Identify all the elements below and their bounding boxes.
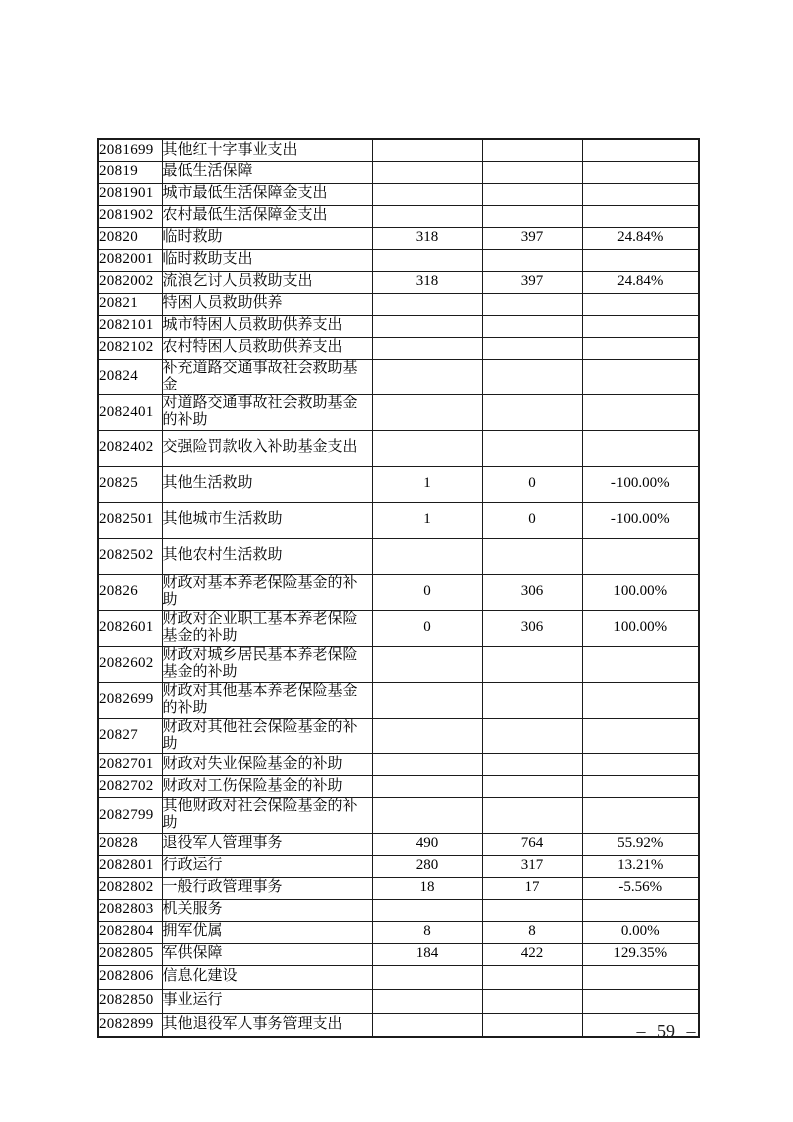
cell-value-1 xyxy=(372,359,482,395)
cell-value-2 xyxy=(482,293,582,315)
table-row xyxy=(98,502,699,538)
cell-value-2 xyxy=(482,682,582,718)
cell-code: 20821 xyxy=(98,293,162,315)
cell-code: 2081901 xyxy=(98,183,162,205)
cell-name: 事业运行 xyxy=(162,989,372,1013)
table-row xyxy=(98,293,699,315)
cell-name: 财政对其他社会保险基金的补助 xyxy=(162,718,372,754)
cell-value-1 xyxy=(372,989,482,1013)
cell-code: 2082802 xyxy=(98,877,162,899)
cell-percent xyxy=(582,293,699,315)
cell-value-1: 0 xyxy=(372,610,482,646)
cell-percent: 100.00% xyxy=(582,574,699,610)
cell-name: 其他生活救助 xyxy=(162,466,372,502)
cell-name: 其他财政对社会保险基金的补助 xyxy=(162,798,372,834)
cell-name: 其他农村生活救助 xyxy=(162,538,372,574)
cell-value-1 xyxy=(372,395,482,431)
table-row xyxy=(98,538,699,574)
table-row xyxy=(98,161,699,183)
cell-value-1 xyxy=(372,682,482,718)
cell-name: 财政对基本养老保险基金的补助 xyxy=(162,574,372,610)
cell-name: 其他退役军人事务管理支出 xyxy=(162,1013,372,1037)
table-row xyxy=(98,877,699,899)
cell-name: 财政对企业职工基本养老保险基金的补助 xyxy=(162,610,372,646)
cell-name: 行政运行 xyxy=(162,855,372,877)
cell-code: 20826 xyxy=(98,574,162,610)
cell-percent xyxy=(582,646,699,682)
cell-value-2 xyxy=(482,359,582,395)
cell-percent xyxy=(582,430,699,466)
cell-percent xyxy=(582,899,699,921)
table-row xyxy=(98,183,699,205)
cell-code: 2082702 xyxy=(98,776,162,798)
cell-value-2 xyxy=(482,205,582,227)
table-row xyxy=(98,965,699,989)
cell-value-2 xyxy=(482,646,582,682)
table-row xyxy=(98,855,699,877)
budget-table-body xyxy=(98,139,699,1037)
cell-name: 流浪乞讨人员救助支出 xyxy=(162,271,372,293)
cell-value-2: 397 xyxy=(482,271,582,293)
table-row xyxy=(98,337,699,359)
cell-code: 20827 xyxy=(98,718,162,754)
cell-code: 2082101 xyxy=(98,315,162,337)
cell-percent: -100.00% xyxy=(582,502,699,538)
cell-name: 交强险罚款收入补助基金支出 xyxy=(162,430,372,466)
cell-value-2 xyxy=(482,161,582,183)
cell-value-2 xyxy=(482,754,582,776)
table-row xyxy=(98,776,699,798)
cell-value-2: 0 xyxy=(482,466,582,502)
cell-percent xyxy=(582,315,699,337)
cell-percent: 13.21% xyxy=(582,855,699,877)
cell-name: 特困人员救助供养 xyxy=(162,293,372,315)
table-row xyxy=(98,943,699,965)
cell-percent xyxy=(582,776,699,798)
cell-value-1 xyxy=(372,430,482,466)
cell-value-2 xyxy=(482,183,582,205)
cell-percent: 55.92% xyxy=(582,833,699,855)
cell-value-1 xyxy=(372,205,482,227)
cell-value-1: 0 xyxy=(372,574,482,610)
table-row xyxy=(98,833,699,855)
cell-name: 城市特困人员救助供养支出 xyxy=(162,315,372,337)
cell-name: 军供保障 xyxy=(162,943,372,965)
table-row xyxy=(98,315,699,337)
cell-name: 退役军人管理事务 xyxy=(162,833,372,855)
cell-code: 2082801 xyxy=(98,855,162,877)
budget-table xyxy=(97,138,700,1038)
cell-name: 财政对城乡居民基本养老保险基金的补助 xyxy=(162,646,372,682)
cell-code: 2082502 xyxy=(98,538,162,574)
cell-code: 2081699 xyxy=(98,139,162,161)
cell-value-2 xyxy=(482,965,582,989)
cell-percent xyxy=(582,337,699,359)
cell-name: 财政对其他基本养老保险基金的补助 xyxy=(162,682,372,718)
cell-value-2: 317 xyxy=(482,855,582,877)
cell-value-2: 397 xyxy=(482,227,582,249)
cell-name: 一般行政管理事务 xyxy=(162,877,372,899)
cell-value-2 xyxy=(482,899,582,921)
cell-value-2: 17 xyxy=(482,877,582,899)
cell-value-1: 18 xyxy=(372,877,482,899)
cell-value-1: 318 xyxy=(372,271,482,293)
cell-code: 2082699 xyxy=(98,682,162,718)
cell-name: 农村特困人员救助供养支出 xyxy=(162,337,372,359)
cell-value-2: 422 xyxy=(482,943,582,965)
cell-value-1: 318 xyxy=(372,227,482,249)
table-row xyxy=(98,249,699,271)
cell-value-2 xyxy=(482,538,582,574)
cell-value-2 xyxy=(482,798,582,834)
cell-code: 2082899 xyxy=(98,1013,162,1037)
cell-value-1 xyxy=(372,776,482,798)
cell-percent xyxy=(582,359,699,395)
table-row xyxy=(98,989,699,1013)
cell-value-2: 0 xyxy=(482,502,582,538)
cell-code: 2082601 xyxy=(98,610,162,646)
cell-name: 机关服务 xyxy=(162,899,372,921)
cell-value-2 xyxy=(482,395,582,431)
cell-percent xyxy=(582,538,699,574)
table-row xyxy=(98,227,699,249)
cell-code: 20819 xyxy=(98,161,162,183)
page-number: – 59 – xyxy=(636,1021,696,1041)
cell-value-1 xyxy=(372,798,482,834)
cell-name: 其他红十字事业支出 xyxy=(162,139,372,161)
cell-code: 2082001 xyxy=(98,249,162,271)
cell-value-1 xyxy=(372,754,482,776)
cell-value-2 xyxy=(482,315,582,337)
cell-value-1 xyxy=(372,718,482,754)
cell-value-1: 1 xyxy=(372,502,482,538)
table-row xyxy=(98,466,699,502)
cell-code: 2082806 xyxy=(98,965,162,989)
cell-name: 财政对工伤保险基金的补助 xyxy=(162,776,372,798)
cell-name: 临时救助支出 xyxy=(162,249,372,271)
cell-percent xyxy=(582,754,699,776)
cell-value-1 xyxy=(372,899,482,921)
cell-code: 2082501 xyxy=(98,502,162,538)
table-row xyxy=(98,359,699,395)
cell-percent xyxy=(582,205,699,227)
cell-value-1 xyxy=(372,161,482,183)
cell-code: 20828 xyxy=(98,833,162,855)
cell-percent: -5.56% xyxy=(582,877,699,899)
table-row xyxy=(98,682,699,718)
table-row xyxy=(98,430,699,466)
cell-name: 对道路交通事故社会救助基金的补助 xyxy=(162,395,372,431)
cell-value-1: 490 xyxy=(372,833,482,855)
table-row xyxy=(98,754,699,776)
cell-name: 城市最低生活保障金支出 xyxy=(162,183,372,205)
cell-code: 2082805 xyxy=(98,943,162,965)
cell-code: 20825 xyxy=(98,466,162,502)
cell-percent xyxy=(582,989,699,1013)
cell-value-1 xyxy=(372,965,482,989)
table-row xyxy=(98,646,699,682)
cell-name: 农村最低生活保障金支出 xyxy=(162,205,372,227)
cell-value-2 xyxy=(482,337,582,359)
cell-name: 补充道路交通事故社会救助基金 xyxy=(162,359,372,395)
cell-code: 20824 xyxy=(98,359,162,395)
cell-code: 2082401 xyxy=(98,395,162,431)
cell-percent: 24.84% xyxy=(582,271,699,293)
cell-value-1 xyxy=(372,139,482,161)
cell-percent xyxy=(582,798,699,834)
cell-percent: 100.00% xyxy=(582,610,699,646)
cell-value-2 xyxy=(482,249,582,271)
cell-value-2 xyxy=(482,139,582,161)
cell-value-1 xyxy=(372,183,482,205)
cell-code: 2082602 xyxy=(98,646,162,682)
cell-percent: 24.84% xyxy=(582,227,699,249)
cell-value-1 xyxy=(372,293,482,315)
cell-name: 拥军优属 xyxy=(162,921,372,943)
cell-value-2 xyxy=(482,776,582,798)
cell-percent xyxy=(582,139,699,161)
cell-name: 财政对失业保险基金的补助 xyxy=(162,754,372,776)
cell-value-2 xyxy=(482,989,582,1013)
cell-name: 其他城市生活救助 xyxy=(162,502,372,538)
table-row xyxy=(98,921,699,943)
cell-value-2: 764 xyxy=(482,833,582,855)
cell-value-1: 280 xyxy=(372,855,482,877)
cell-value-1 xyxy=(372,337,482,359)
cell-value-2: 306 xyxy=(482,610,582,646)
table-row xyxy=(98,899,699,921)
cell-name: 临时救助 xyxy=(162,227,372,249)
cell-value-1: 8 xyxy=(372,921,482,943)
table-row xyxy=(98,395,699,431)
table-row xyxy=(98,718,699,754)
table-row xyxy=(98,610,699,646)
cell-value-1 xyxy=(372,249,482,271)
cell-value-1 xyxy=(372,538,482,574)
cell-value-2: 8 xyxy=(482,921,582,943)
cell-percent xyxy=(582,682,699,718)
cell-percent: 129.35% xyxy=(582,943,699,965)
cell-percent: -100.00% xyxy=(582,466,699,502)
cell-percent xyxy=(582,395,699,431)
cell-code: 2082102 xyxy=(98,337,162,359)
cell-value-2: 306 xyxy=(482,574,582,610)
table-row xyxy=(98,271,699,293)
cell-code: 2082402 xyxy=(98,430,162,466)
cell-code: 2082799 xyxy=(98,798,162,834)
cell-percent xyxy=(582,965,699,989)
table-row xyxy=(98,574,699,610)
cell-code: 2082701 xyxy=(98,754,162,776)
cell-value-1: 184 xyxy=(372,943,482,965)
cell-value-1 xyxy=(372,646,482,682)
cell-value-2 xyxy=(482,430,582,466)
cell-code: 2082002 xyxy=(98,271,162,293)
cell-percent: 0.00% xyxy=(582,921,699,943)
cell-name: 信息化建设 xyxy=(162,965,372,989)
table-row xyxy=(98,205,699,227)
cell-value-1 xyxy=(372,1013,482,1037)
table-row xyxy=(98,798,699,834)
cell-code: 20820 xyxy=(98,227,162,249)
cell-name: 最低生活保障 xyxy=(162,161,372,183)
cell-percent xyxy=(582,183,699,205)
cell-percent xyxy=(582,718,699,754)
cell-code: 2082803 xyxy=(98,899,162,921)
cell-code: 2081902 xyxy=(98,205,162,227)
cell-value-1: 1 xyxy=(372,466,482,502)
cell-percent xyxy=(582,249,699,271)
cell-percent xyxy=(582,161,699,183)
cell-value-2 xyxy=(482,718,582,754)
cell-code: 2082850 xyxy=(98,989,162,1013)
table-row xyxy=(98,139,699,161)
cell-code: 2082804 xyxy=(98,921,162,943)
cell-value-1 xyxy=(372,315,482,337)
